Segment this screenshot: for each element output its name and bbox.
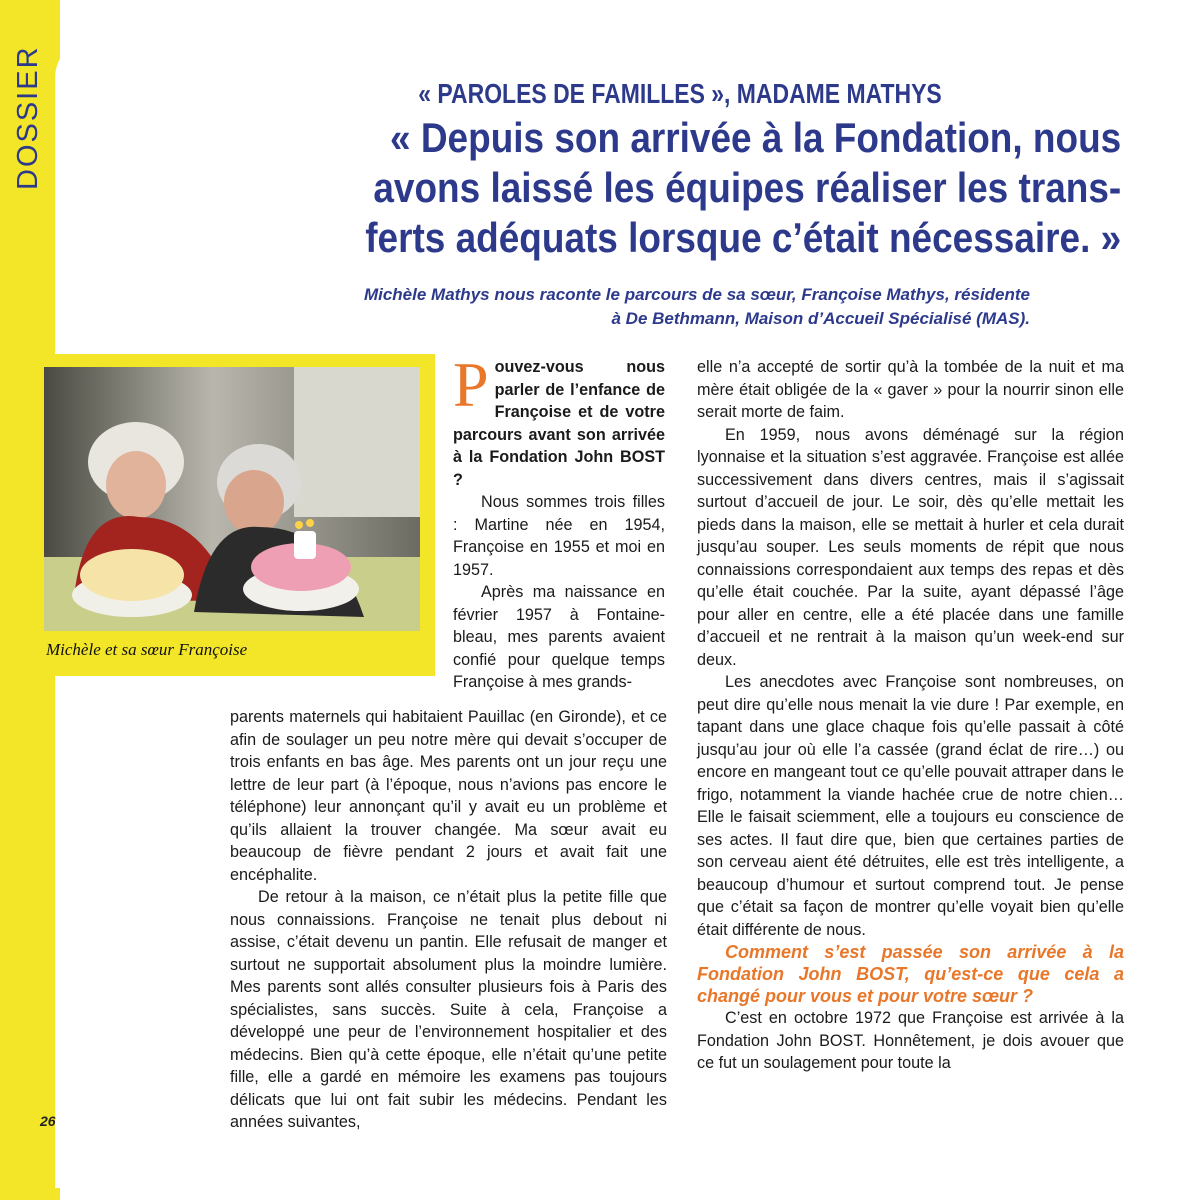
- interview-subhead: Comment s’est passée son arrivée à la Fondation John BOST, qu’est-ce que cela a changé pour vous et pour votre sœur ?: [697, 942, 1124, 1006]
- standfirst-line: à De Bethmann, Maison d’Accueil Spécialisé (MAS).: [611, 309, 1030, 328]
- column-left-top: [453, 349, 665, 694]
- headline: [206, 113, 1121, 263]
- drop-cap: P: [453, 349, 489, 420]
- interview-question: ouvez-vous nous parler de l’enfance de Françoise et de votre parcours avant son arrivée à la Fondation John BOST ?: [453, 358, 665, 489]
- paragraph: Les anecdotes avec Françoise sont nombreuses, on peut dire qu’elle nous menait la vie dure ! Par exemple, en tapant dans une glace chaque fois qu’elle passait à côté jusqu’au jour où elle l’a cassée (grand éclat de rire…) ou encore en mangeant tout ce qu’elle pouvait attraper dans le frigo, notamment la viande hachée crue de notre chien… Elle le faisait sciemment, elle a toujours eu conscience de ses actes. Il faut dire que, bien que certaines parties de son cerveau aient été détruites, elle est très intelligente, a beaucoup d’humour et surtout comprend tout. Je pense que c’était sa façon de montrer qu’elle voyait bien qu’elle était différente de nous.: [697, 673, 1124, 939]
- birthday-photo: [44, 367, 420, 631]
- paragraph: Nous sommes trois filles : Martine née en 1954, Françoise en 1955 et moi en 1957.: [453, 493, 665, 579]
- headline-line: « Depuis son arrivée à la Fondation, nous: [390, 114, 1122, 161]
- paragraph: De retour à la maison, ce n’était plus la petite fille que nous connaissions. Françoise ne tenait plus debout ni assise, c’était devenu un pantin. Elle refusait de manger et surtout ne supportait absolument plus la moindre lumière. Mes parents sont allés consulter plusieurs fois à Paris des spécialistes, sans succès. Suite à cela, Françoise a développé une peur de l’environnement hospitalier et des médecins. Bien qu’à cette époque, elle n’était qu’une petite fille, elle a gardé en mémoire les examens pas toujours délicats que lui ont fait subir les médecins. Pendant les années suivantes,: [230, 888, 667, 1131]
- paragraph: En 1959, nous avons déménagé sur la région lyonnaise et la situation s’est aggravée. Françoise est allée successivement dans divers centres, mais il s’agissait surtout d’accueil de jour. Le soir, dès qu’elle mettait les pieds dans la maison, elle se mettait à hurler et cela durait jusqu’au souper. Les seuls moments de répit que nous connaissions correspondaient aux temps des repas et dès qu’elle était couchée. Par la suite, ayant dépassé l’âge pour aller en centre, elle a été placée dans une famille d’accueil et ne rentrait à la maison qu’un week-end sur deux.: [697, 425, 1124, 669]
- page-number: 26: [40, 1113, 56, 1129]
- headline-line: avons laissé les équipes réaliser les trans-: [373, 164, 1122, 211]
- paragraph: Après ma naissance en février 1957 à Fontaine-bleau, mes parents avaient confié pour quelque temps Françoise à mes grands-: [453, 583, 665, 691]
- standfirst-line: Michèle Mathys nous raconte le parcours de sa sœur, Françoise Mathys, résidente: [363, 285, 1030, 304]
- section-label: DOSSIER: [12, 45, 44, 190]
- standfirst: [250, 283, 1030, 331]
- paragraph: C’est en octobre 1972 que Françoise est arrivée à la Fondation John BOST. Honnêtement, je dois avouer que ce fut un soulagement pour toute la: [697, 1009, 1124, 1072]
- article-kicker: « PAROLES DE FAMILLES », MADAME MATHYS: [418, 78, 942, 109]
- headline-line: ferts adéquats lorsque c’était nécessaire. »: [365, 214, 1122, 261]
- column-right: [697, 356, 1124, 1075]
- photo-caption: Michèle et sa sœur Françoise: [46, 640, 248, 659]
- birthday-illustration: [44, 367, 420, 631]
- paragraph: parents maternels qui habitaient Pauillac (en Gironde), et ce afin de soulager un peu notre mère qui devait s’occuper de trois enfants en bas âge. Mes parents ont un jour reçu une lettre de leur part (à l’époque, nous n’avions pas encore le téléphone) leur annonçant qu’il y avait eu un problème et qu’ils allaient la trouver changée. Ma sœur avait eu beaucoup de fièvre pendant 2 jours et avait fait une encéphalite.: [230, 708, 667, 884]
- column-left-bottom: [230, 706, 667, 1134]
- paragraph: elle n’a accepté de sortir qu’à la tombée de la nuit et ma mère était obligée de la « gaver » pour la nourrir sinon elle serait morte de faim.: [697, 358, 1124, 421]
